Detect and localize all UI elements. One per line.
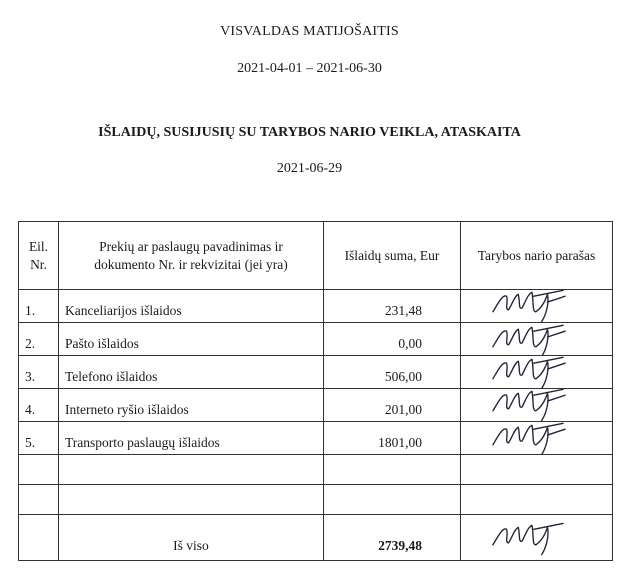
report-date: 2021-06-29 <box>276 161 343 176</box>
empty-cell <box>19 455 59 485</box>
signature-icon <box>489 323 567 356</box>
column-header-nr <box>19 222 59 290</box>
signature-icon <box>489 517 567 561</box>
row-signature-cell <box>461 389 613 422</box>
table-row <box>19 323 613 356</box>
empty-cell <box>461 485 613 515</box>
row-nr: 1. <box>19 290 59 323</box>
report-period: 2021-04-01 – 2021-06-30 <box>237 61 382 76</box>
row-nr: 4. <box>19 389 59 422</box>
empty-row <box>19 485 613 515</box>
empty-cell <box>19 515 59 561</box>
row-sum: 201,00 <box>324 389 461 422</box>
empty-cell <box>461 455 613 485</box>
row-nr: 3. <box>19 356 59 389</box>
table-row <box>19 356 613 389</box>
table-row <box>19 389 613 422</box>
total-signature-cell <box>461 515 613 561</box>
total-sum: 2739,48 <box>324 515 461 561</box>
row-sum: 231,48 <box>324 290 461 323</box>
row-name: Telefono išlaidos <box>59 356 324 389</box>
row-nr: 5. <box>19 422 59 455</box>
row-sum: 1801,00 <box>324 422 461 455</box>
total-label: Iš viso <box>59 515 324 561</box>
column-header-sum: Išlaidų suma, Eur <box>324 222 461 290</box>
row-name: Transporto paslaugų išlaidos <box>59 422 324 455</box>
row-sum: 506,00 <box>324 356 461 389</box>
row-name: Pašto išlaidos <box>59 323 324 356</box>
column-header-nr-line1: Eil. <box>28 238 49 254</box>
column-header-name-line2: dokumento Nr. ir rekvizitai (jei yra) <box>94 256 288 272</box>
table-row <box>19 422 613 455</box>
signature-icon <box>489 290 567 323</box>
row-signature-cell <box>461 356 613 389</box>
column-header-nr-line2: Nr. <box>30 256 47 272</box>
person-name: VISVALDAS MATIJOŠAITIS <box>220 24 399 39</box>
empty-cell <box>59 455 324 485</box>
column-header-signature: Tarybos nario parašas <box>461 222 613 290</box>
row-name: Interneto ryšio išlaidos <box>59 389 324 422</box>
row-signature-cell <box>461 323 613 356</box>
signature-icon <box>489 422 567 455</box>
row-nr: 2. <box>19 323 59 356</box>
signature-icon <box>489 356 567 389</box>
row-signature-cell <box>461 422 613 455</box>
table-row <box>19 290 613 323</box>
empty-cell <box>324 485 461 515</box>
total-row <box>19 515 613 561</box>
row-signature-cell <box>461 290 613 323</box>
column-header-name-line1: Prekių ar paslaugų pavadinimas ir <box>99 238 283 254</box>
report-title: IŠLAIDŲ, SUSIJUSIŲ SU TARYBOS NARIO VEIKLA, ATASKAITA <box>98 125 521 140</box>
row-sum: 0,00 <box>324 323 461 356</box>
expense-table <box>18 221 613 561</box>
row-name: Kanceliarijos išlaidos <box>59 290 324 323</box>
empty-cell <box>59 485 324 515</box>
column-header-name <box>59 222 324 290</box>
empty-cell <box>324 455 461 485</box>
table-header-row <box>19 222 613 290</box>
empty-cell <box>19 485 59 515</box>
empty-row <box>19 455 613 485</box>
signature-icon <box>489 389 567 422</box>
